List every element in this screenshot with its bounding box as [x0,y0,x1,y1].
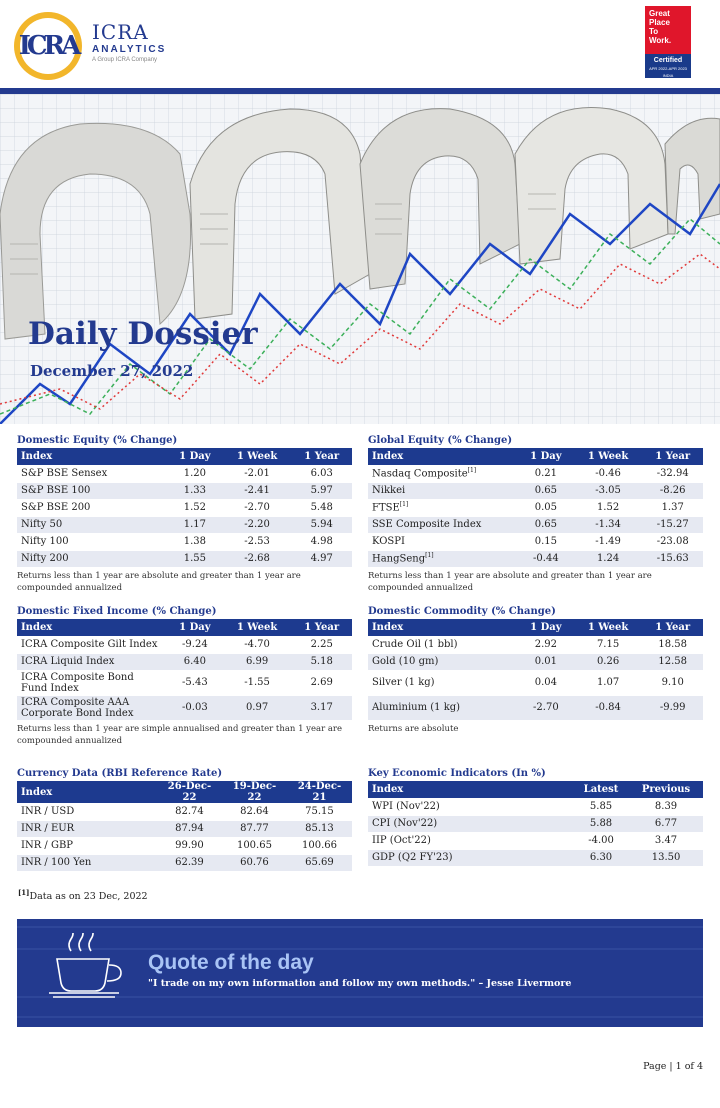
cell: -9.99 [642,695,703,720]
cell: 2.25 [291,636,352,653]
table-row [17,482,352,499]
column-header: 1 Year [642,448,703,465]
gptw-line: Great [649,9,670,18]
cell: -2.70 [223,499,292,516]
page-title: Daily Dossier [28,316,258,352]
row-label: Nifty 100 [17,533,167,550]
cell: -23.08 [642,533,703,550]
table-row [368,815,703,832]
domestic-commodity-section [368,605,703,735]
row-label: GDP (Q2 FY'23) [368,849,573,866]
index-name: FTSE [372,502,400,514]
page-header [0,0,720,88]
section-title: Domestic Equity (% Change) [17,435,178,446]
cell: 2.69 [291,670,352,695]
row-label [368,465,518,482]
cell: 3.47 [629,832,703,849]
brand-block [92,20,166,63]
table-note: Returns less than 1 year are absolute and greater than 1 year are compounded annualized [17,570,301,593]
cell: 82.64 [222,803,287,820]
table-header-row [17,448,352,465]
cell: -2.20 [223,516,292,533]
table-row [17,695,352,720]
table-note: Returns are absolute [368,723,459,734]
cell: 6.77 [629,815,703,832]
cell: 12.58 [642,653,703,670]
gptw-country: INDIA [662,73,674,78]
cell: -1.49 [574,533,643,550]
column-header: Index [368,448,518,465]
column-header: Previous [629,781,703,798]
cell: -1.34 [574,516,643,533]
row-label: Aluminium (1 kg) [368,695,518,720]
coffee-cup-icon [47,933,127,1003]
cell: 5.18 [291,653,352,670]
table-row [368,516,703,533]
currency-data-section [17,767,352,872]
footnote-mark: [1] [18,888,30,897]
table-note: Returns less than 1 year are simple annualised and greater than 1 year are compounded annualized [17,723,343,746]
column-header: Index [368,781,573,798]
column-header: 1 Week [574,448,643,465]
index-name: Nikkei [372,485,406,496]
table-row [368,533,703,550]
cell: 85.13 [287,820,352,837]
cell: 5.97 [291,482,352,499]
cell: 87.77 [222,820,287,837]
logo-letters: ICRA [18,31,78,61]
cell: -0.84 [574,695,643,720]
footnote-ref: [1] [425,552,434,560]
cell: -0.03 [167,695,223,720]
cell: 4.97 [291,550,352,567]
column-header: 1 Day [518,448,574,465]
column-header: Index [17,781,157,803]
column-header: 19-Dec-22 [222,781,287,803]
cell: 1.52 [574,499,643,516]
column-header: 1 Day [518,619,574,636]
cell: 18.58 [642,636,703,653]
table-row [17,499,352,516]
cell: 1.07 [574,670,643,695]
section-title: Currency Data (RBI Reference Rate) [17,768,223,779]
section-title: Domestic Fixed Income (% Change) [17,606,217,617]
cell: 0.04 [518,670,574,695]
quote-of-the-day-box [17,919,703,1027]
row-label: INR / USD [17,803,157,820]
table-row [368,499,703,516]
cell: -32.94 [642,465,703,482]
domestic-commodity-table [368,619,703,721]
icra-logo [14,12,82,80]
cell: -8.26 [642,482,703,499]
cell: 1.38 [167,533,223,550]
cell: 0.26 [574,653,643,670]
table-row [368,695,703,720]
row-label: Crude Oil (1 bbl) [368,636,518,653]
row-label: ICRA Composite Bond Fund Index [17,670,167,695]
table-row [17,803,352,820]
cell: 100.65 [222,837,287,854]
cell: 87.94 [157,820,222,837]
cell: 100.66 [287,837,352,854]
cell: 62.39 [157,854,222,871]
cell: 6.40 [167,653,223,670]
cell: 1.52 [167,499,223,516]
page-number: Page | 1 of 4 [643,1061,703,1072]
row-label: IIP (Oct'22) [368,832,573,849]
footnote-ref: [1] [399,501,409,509]
cell: 0.05 [518,499,574,516]
column-header: Index [17,619,167,636]
cell: 5.88 [573,815,629,832]
cell: -4.70 [223,636,292,653]
cell: 0.21 [518,465,574,482]
footnote [18,888,148,902]
table-row [368,832,703,849]
cell: 1.24 [574,550,643,567]
cell: 1.17 [167,516,223,533]
table-header-row [368,619,703,636]
row-label: CPI (Nov'22) [368,815,573,832]
cell: 0.15 [518,533,574,550]
gptw-certified [645,54,691,78]
table-row [17,533,352,550]
section-title: Key Economic Indicators (In %) [368,768,546,779]
great-place-to-work-badge [645,6,691,78]
table-row [17,516,352,533]
index-name: HangSeng [372,553,426,565]
cell: -9.24 [167,636,223,653]
gptw-dates: APR 2022-APR 2023 [649,66,687,71]
row-label: WPI (Nov'22) [368,798,573,815]
cell: 7.15 [574,636,643,653]
cell: -2.70 [518,695,574,720]
index-name: KOSPI [372,536,405,547]
domestic-fixed-income-table [17,619,352,721]
table-row [368,653,703,670]
index-name: SSE Composite Index [372,519,482,530]
cell: 1.55 [167,550,223,567]
row-label [368,499,518,516]
table-row [368,798,703,815]
cell: -15.27 [642,516,703,533]
row-label: Gold (10 gm) [368,653,518,670]
cell: -4.00 [573,832,629,849]
table-row [17,820,352,837]
cell: 3.17 [291,695,352,720]
cell: -1.55 [223,670,292,695]
cell: -2.01 [223,465,292,482]
table-row [17,550,352,567]
cell: 65.69 [287,854,352,871]
table-row [368,550,703,567]
domestic-equity-section [17,434,352,594]
table-row [17,653,352,670]
row-label: INR / 100 Yen [17,854,157,871]
column-header: 24-Dec-21 [287,781,352,803]
row-label: S&P BSE 100 [17,482,167,499]
key-economic-indicators-table [368,781,703,867]
column-header: Index [368,619,518,636]
cell: 4.98 [291,533,352,550]
cell: 1.20 [167,465,223,482]
section-title: Global Equity (% Change) [368,435,513,446]
domestic-fixed-income-section [17,605,352,747]
column-header: 26-Dec-22 [157,781,222,803]
table-row [17,837,352,854]
cell: 6.99 [223,653,292,670]
gptw-line: To [649,27,659,36]
cell: 1.37 [642,499,703,516]
cell: 8.39 [629,798,703,815]
row-label [368,516,518,533]
section-title: Domestic Commodity (% Change) [368,606,556,617]
gptw-line: Place [649,18,670,27]
global-equity-table [368,448,703,568]
cell: 60.76 [222,854,287,871]
cell: 75.15 [287,803,352,820]
row-label [368,533,518,550]
brand-sub: ANALYTICS [92,44,167,55]
table-row [368,482,703,499]
cell: 0.01 [518,653,574,670]
row-label: INR / GBP [17,837,157,854]
cell: 5.85 [573,798,629,815]
cell: 5.48 [291,499,352,516]
row-label: Nifty 200 [17,550,167,567]
cell: 6.30 [573,849,629,866]
table-header-row [368,448,703,465]
row-label: ICRA Composite AAA Corporate Bond Index [17,695,167,720]
global-equity-section [368,434,703,594]
index-name: Nasdaq Composite [372,468,468,480]
cell: 0.65 [518,482,574,499]
row-label: Nifty 50 [17,516,167,533]
column-header: Latest [573,781,629,798]
cell: 9.10 [642,670,703,695]
column-header: 1 Day [167,619,223,636]
cell: 0.65 [518,516,574,533]
report-date: December 27, 2022 [30,362,194,380]
cell: -0.44 [518,550,574,567]
table-row [368,465,703,482]
column-header: 1 Week [574,619,643,636]
table-header-row [17,619,352,636]
column-header: 1 Week [223,448,292,465]
cell: 13.50 [629,849,703,866]
cell: 1.33 [167,482,223,499]
table-row [17,465,352,482]
row-label: INR / EUR [17,820,157,837]
table-row [368,849,703,866]
column-header: 1 Year [291,448,352,465]
cell: -2.41 [223,482,292,499]
cell: 0.97 [223,695,292,720]
column-header: 1 Day [167,448,223,465]
domestic-equity-table [17,448,352,568]
table-row [17,670,352,695]
row-label [368,482,518,499]
row-label: S&P BSE 200 [17,499,167,516]
table-row [17,854,352,871]
cell: -3.05 [574,482,643,499]
column-header: Index [17,448,167,465]
table-row [368,636,703,653]
row-label: S&P BSE Sensex [17,465,167,482]
footnote-text: Data as on 23 Dec, 2022 [29,891,148,903]
brand-tag: A Group ICRA Company [92,57,158,63]
cell: -5.43 [167,670,223,695]
key-economic-indicators-section [368,767,703,867]
table-header-row [368,781,703,798]
cell: 5.94 [291,516,352,533]
table-row [17,636,352,653]
quote-text: "I trade on my own information and follow my own methods." – Jesse Livermore [148,978,572,989]
cell: 82.74 [157,803,222,820]
gptw-line: Work. [649,36,672,45]
quote-title: Quote of the day [148,951,314,974]
row-label: Silver (1 kg) [368,670,518,695]
table-note: Returns less than 1 year are absolute and greater than 1 year are compounded annualized [368,570,652,593]
cell: 2.92 [518,636,574,653]
row-label [368,550,518,567]
cell: -2.68 [223,550,292,567]
currency-data-table [17,781,352,872]
column-header: 1 Year [291,619,352,636]
row-label: ICRA Liquid Index [17,653,167,670]
cell: -15.63 [642,550,703,567]
cell: -0.46 [574,465,643,482]
cell: 99.90 [157,837,222,854]
brand-name: ICRA [92,20,149,44]
footnote-ref: [1] [467,467,477,475]
row-label: ICRA Composite Gilt Index [17,636,167,653]
cell: 6.03 [291,465,352,482]
table-header-row [17,781,352,803]
cell: -2.53 [223,533,292,550]
gptw-certified-label: Certified [653,57,683,64]
table-row [368,670,703,695]
column-header: 1 Year [642,619,703,636]
column-header: 1 Week [223,619,292,636]
